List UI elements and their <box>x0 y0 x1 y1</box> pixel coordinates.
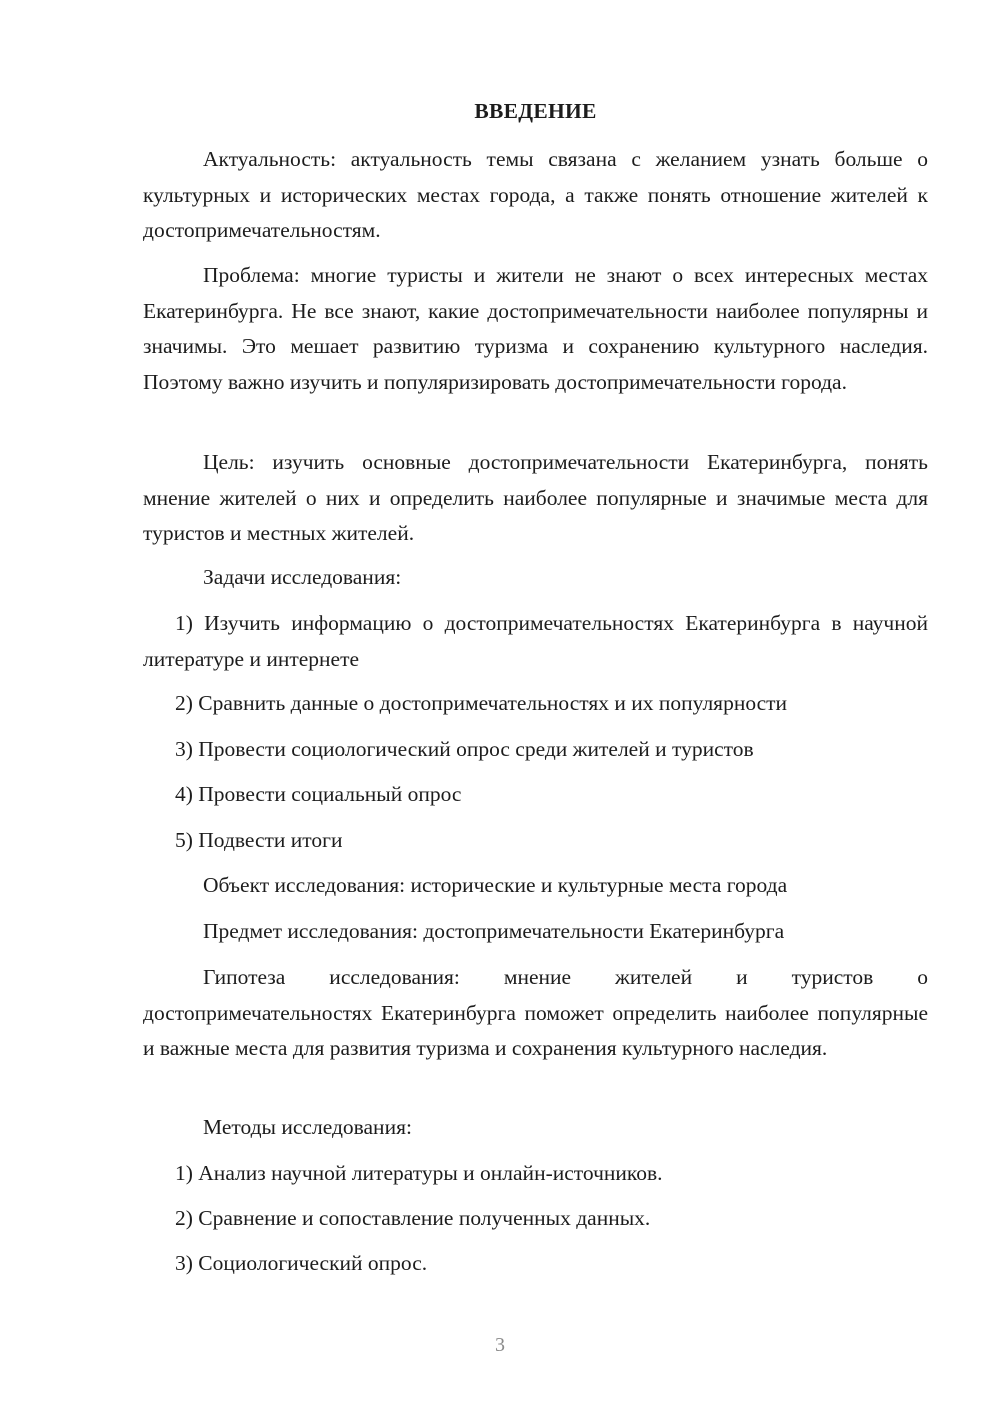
task-item-2: 2) Сравнить данные о достопримечательностях и их популярности <box>175 691 788 715</box>
page-number: 3 <box>495 1334 505 1356</box>
task-item-5: 5) Подвести итоги <box>175 828 343 852</box>
method-item-2: 2) Сравнение и сопоставление полученных данных. <box>175 1206 651 1230</box>
hypothesis-paragraph: Гипотеза исследования: мнение жителей и туристов о достопримечательностях Екатеринбурга поможет определить наиболее популярные и важные места для развития туризма и сохранения культурного наследия. <box>143 965 928 1060</box>
task-item-1: 1) Изучить информацию о достопримечательностях Екатеринбурга в научной литературе и интернете <box>143 611 928 671</box>
object-paragraph: Объект исследования: исторические и культурные места города <box>203 873 788 897</box>
problem-paragraph: Проблема: многие туристы и жители не знают о всех интересных местах Екатеринбурга. Не все знают, какие достопримечательности наиболее популярны и значимы. Это мешает развитию туризма и сохранению культурного наследия. Поэтому важно изучить и популяризировать достопримечательности города. <box>143 263 928 394</box>
subject-paragraph: Предмет исследования: достопримечательности Екатеринбурга <box>203 919 785 943</box>
task-item-4: 4) Провести социальный опрос <box>175 782 462 806</box>
method-item-1: 1) Анализ научной литературы и онлайн-источников. <box>175 1161 663 1185</box>
goal-paragraph: Цель: изучить основные достопримечательности Екатеринбурга, понять мнение жителей о них и определить наиболее популярные и значимые места для туристов и местных жителей. <box>143 450 928 545</box>
task-item-3: 3) Провести социологический опрос среди жителей и туристов <box>175 737 754 761</box>
tasks-heading: Задачи исследования: <box>203 565 402 589</box>
relevance-paragraph: Актуальность: актуальность темы связана с желанием узнать больше о культурных и исторических местах города, а также понять отношение жителей к достопримечательностям. <box>143 147 928 242</box>
section-title: ВВЕДЕНИЕ <box>474 99 597 123</box>
methods-heading: Методы исследования: <box>203 1115 412 1139</box>
method-item-3: 3) Социологический опрос. <box>175 1251 428 1275</box>
